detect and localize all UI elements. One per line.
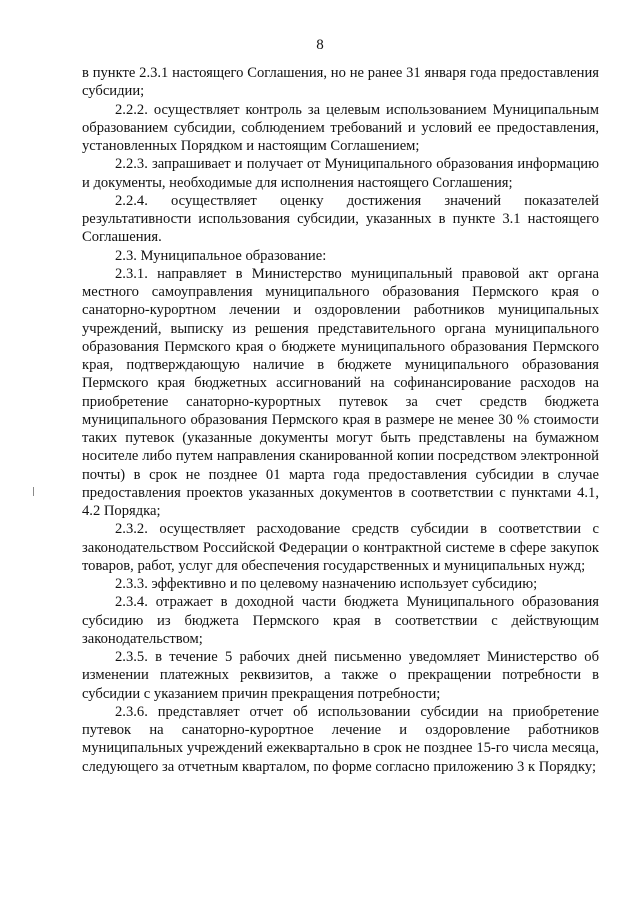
paragraph-2-3-2: 2.3.2. осуществляет расходование средств субсидии в соответствии с законодательством Российской Федерации о контрактной системе в сфере закупок товаров, работ, услуг для обеспечения государственных и муниципальных нужд; — [82, 521, 599, 574]
paragraph-2-3-6: 2.3.6. представляет отчет об использовании субсидии на приобретение путевок на санаторно-курортное лечение и оздоровление работников муниципальных учреждений ежеквартально в срок не позднее 15-го числа месяца, следующего за отчетным кварталом, по форме согласно приложению 3 к Порядку; — [82, 703, 599, 775]
paragraph-2-3-3: 2.3.3. эффективно и по целевому назначению использует субсидию; — [115, 576, 538, 592]
paragraph-2-3-4: 2.3.4. отражает в доходной части бюджета Муниципального образования субсидию из бюджета Пермского края в соответствии с действующим законодательством; — [82, 594, 599, 647]
paragraph-2-3-5: 2.3.5. в течение 5 рабочих дней письменно уведомляет Министерство об изменении платежных реквизитов, а также о прекращении потребности в субсидии с указанием причин прекращения потребности; — [82, 649, 599, 702]
paragraph-2-2-2: 2.2.2. осуществляет контроль за целевым использованием Муниципальным образованием субсидии, соблюдением требований и условий ее предоставления, установленных Порядком и настоящим Соглашением; — [82, 101, 599, 154]
paragraph-2-2-3: 2.2.3. запрашивает и получает от Муниципального образования информацию и документы, необходимые для исполнения настоящего Соглашения; — [82, 156, 599, 191]
paragraph-2-2-4: 2.2.4. осуществляет оценку достижения значений показателей результативности использования субсидии, указанных в пункте 3.1 настоящего Соглашения. — [82, 192, 599, 246]
paragraph-2-3-1: 2.3.1. направляет в Министерство муниципальный правовой акт органа местного самоуправления муниципального образования Пермского края о санаторно-курортном лечении и оздоровлении работников муниципальных учреждений, выписку из решения представительного органа муниципального образования Пермского края о бюджете муниципального образования Пермского края, подтверждающую наличие в бюджете муниципального образования Пермского края бюджетных ассигнований на софинансирование расходов на приобретение санаторно-курортных путевок за счет средств бюджета муниципального образования Пермского края в размере не менее 30 % стоимости таких путевок (указанные документы могут быть представлены на бумажном носителе либо путем направления сканированной копии посредством электронной почты) в срок не позднее 01 марта года предоставления субсидии в случае предоставления проектов указанных документов в соответствии с пунктами 4.1, 4.2 Порядка; — [82, 265, 599, 519]
paragraph-continuation: в пункте 2.3.1 настоящего Соглашения, но не ранее 31 января года предоставления субсидии; — [82, 65, 599, 100]
page-number: 8 — [316, 37, 324, 53]
document-body — [82, 64, 599, 776]
paragraph-2-3-heading: 2.3. Муниципальное образование: — [115, 247, 327, 264]
scan-margin-mark — [33, 487, 34, 496]
